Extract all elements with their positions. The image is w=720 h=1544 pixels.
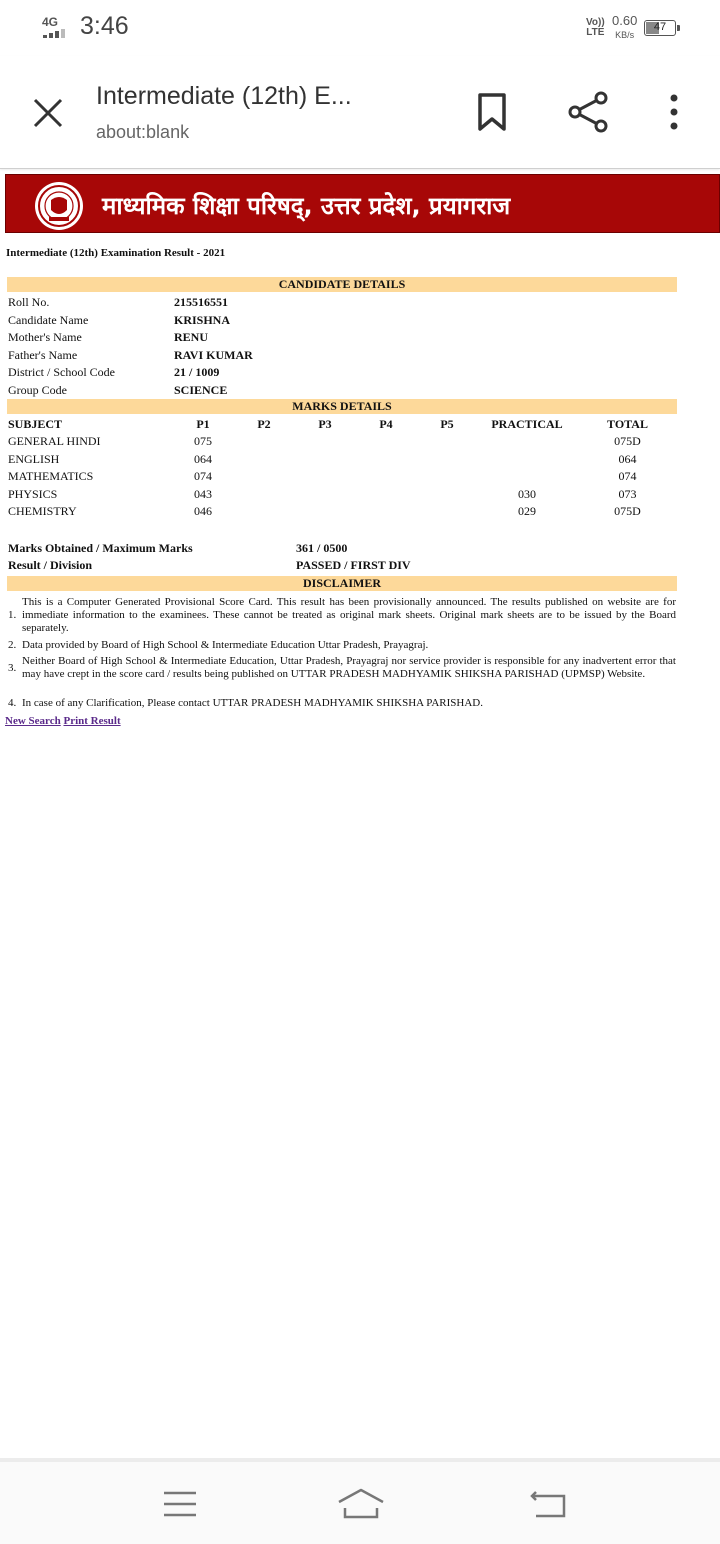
net-speed-unit: KB/s: [615, 30, 635, 40]
lte-label: LTE: [586, 27, 605, 38]
candidate-row: [0, 347, 720, 364]
col-p5: P5: [440, 417, 454, 431]
col-total: TOTAL: [607, 417, 648, 431]
network-type: 4G: [42, 15, 59, 29]
marks-cell-total: 074: [618, 469, 637, 483]
menu-icon[interactable]: [160, 1486, 200, 1522]
marks-cell-subject: GENERAL HINDI: [8, 434, 101, 448]
volte-indicator: [586, 18, 605, 38]
result-division-row: [0, 557, 720, 574]
disclaimer-text: Data provided by Board of High School & Intermediate Education Uttar Pradesh, Prayagraj.: [22, 639, 429, 651]
col-p4: P4: [379, 417, 393, 431]
disclaimer-text: Neither Board of High School & Intermediate Education, Uttar Pradesh, Prayagraj nor service provider is responsible for any inadvertent error that may have crept in the score card / results being published on UTTAR PRADESH MADHYAMIK SHIKSHA PARISHAD (UPMSP) Website.: [22, 655, 676, 680]
disclaimer-num: 2.: [8, 639, 17, 651]
candidate-details-header: CANDIDATE DETAILS: [7, 277, 677, 292]
board-banner: [5, 174, 720, 233]
col-p2: P2: [257, 417, 271, 431]
marks-cell-p1: 074: [194, 469, 212, 483]
col-p1: P1: [196, 417, 210, 431]
candidate-field-label: District / School Code: [8, 365, 115, 379]
disclaimer-item: [8, 655, 676, 681]
candidate-field-label: Candidate Name: [8, 312, 89, 327]
net-speed: [612, 13, 637, 43]
candidate-field-label: Group Code: [8, 382, 67, 397]
candidate-field-label: Father's Name: [8, 347, 78, 362]
browser-toolbar: [0, 56, 720, 169]
marks-cell-practical: 030: [518, 486, 536, 501]
marks-cell-subject: CHEMISTRY: [8, 504, 77, 518]
system-nav-bar: [0, 1458, 720, 1544]
marks-cell-total: 075D: [614, 434, 641, 448]
marks-cell-p1: 064: [194, 451, 212, 466]
candidate-row: [0, 364, 720, 381]
print-result-link[interactable]: Print Result: [63, 715, 121, 727]
candidate-field-value: SCIENCE: [174, 382, 228, 397]
disclaimer-num: 3.: [8, 661, 17, 674]
marks-cell-subject: ENGLISH: [8, 451, 60, 466]
page-url[interactable]: about:blank: [96, 122, 190, 142]
marks-cell-practical: 029: [518, 504, 536, 518]
battery-tip: [677, 25, 680, 31]
candidate-field-value: KRISHNA: [174, 312, 231, 327]
marks-cell-total: 073: [618, 486, 637, 501]
marks-cell-p1: 075: [194, 434, 212, 448]
marks-row: [0, 433, 720, 450]
close-icon[interactable]: [28, 93, 68, 133]
new-search-link[interactable]: New Search: [5, 715, 61, 727]
marks-summary-label: Marks Obtained / Maximum Marks: [8, 541, 193, 555]
candidate-field-label: Roll No.: [8, 295, 50, 309]
marks-row: [0, 451, 720, 468]
marks-summary-value: 361 / 0500: [296, 541, 348, 555]
net-speed-value: 0.60: [612, 13, 638, 28]
marks-row: [0, 503, 720, 520]
candidate-row: [0, 312, 720, 329]
candidate-row: [0, 294, 720, 311]
col-p3: P3: [318, 417, 332, 431]
candidate-field-value: 21 / 1009: [174, 365, 220, 379]
signal-icon: [43, 29, 65, 38]
disclaimer-item: [8, 697, 676, 710]
share-icon[interactable]: [566, 90, 610, 134]
marks-table-header: [0, 416, 720, 433]
volte-label: Vo)): [586, 17, 605, 28]
status-bar: [0, 0, 720, 56]
disclaimer-text: In case of any Clarification, Please contact UTTAR PRADESH MADHYAMIK SHIKSHA PARISHAD.: [22, 697, 483, 709]
disclaimer-item: [8, 596, 676, 635]
candidate-field-value: 215516551: [174, 295, 228, 309]
home-icon[interactable]: [336, 1486, 386, 1522]
disclaimer-text: This is a Computer Generated Provisional Score Card. This result has been provisionally announced. The results published on website are for immediate information to the examinees. These cannot be treated as original mark sheets. Original mark sheets are to be issued by the Board separately.: [22, 596, 676, 634]
upmsp-emblem-icon: [33, 180, 85, 232]
page-title: Intermediate (12th) E...: [96, 82, 352, 110]
disclaimer-item: [8, 639, 676, 652]
candidate-field-value: RAVI KUMAR: [174, 347, 253, 362]
col-practical: PRACTICAL: [491, 417, 563, 431]
marks-summary-row: [0, 540, 720, 557]
candidate-row: [0, 329, 720, 346]
candidate-row: [0, 382, 720, 399]
battery-icon: [644, 20, 676, 36]
marks-cell-subject: PHYSICS: [8, 486, 58, 501]
disclaimer-num: 4.: [8, 697, 17, 709]
marks-cell-total: 075D: [614, 504, 641, 518]
back-icon[interactable]: [528, 1486, 568, 1522]
candidate-field-value: RENU: [174, 330, 209, 344]
more-vert-icon[interactable]: [664, 92, 684, 132]
marks-cell-p1: 043: [194, 486, 212, 501]
marks-cell-subject: MATHEMATICS: [8, 469, 94, 483]
result-division-value: PASSED / FIRST DIV: [296, 558, 411, 572]
disclaimer-header: DISCLAIMER: [7, 576, 677, 591]
status-time: 3:46: [80, 12, 129, 40]
marks-row: [0, 486, 720, 503]
candidate-field-label: Mother's Name: [8, 330, 82, 344]
marks-details-header: MARKS DETAILS: [7, 399, 677, 414]
result-division-label: Result / Division: [8, 558, 93, 572]
marks-cell-p1: 046: [194, 504, 212, 518]
result-links: [5, 715, 121, 727]
disclaimer-num: 1.: [8, 609, 17, 621]
banner-title: माध्यमिक शिक्षा परिषद्, उत्तर प्रदेश, प्रयागराज: [102, 192, 511, 220]
battery-percent: 47: [653, 21, 667, 33]
result-heading: Intermediate (12th) Examination Result - 2021: [6, 247, 226, 259]
marks-row: [0, 468, 720, 485]
col-subject: SUBJECT: [8, 417, 63, 431]
marks-cell-total: 064: [618, 451, 637, 466]
bookmark-icon[interactable]: [474, 92, 510, 132]
